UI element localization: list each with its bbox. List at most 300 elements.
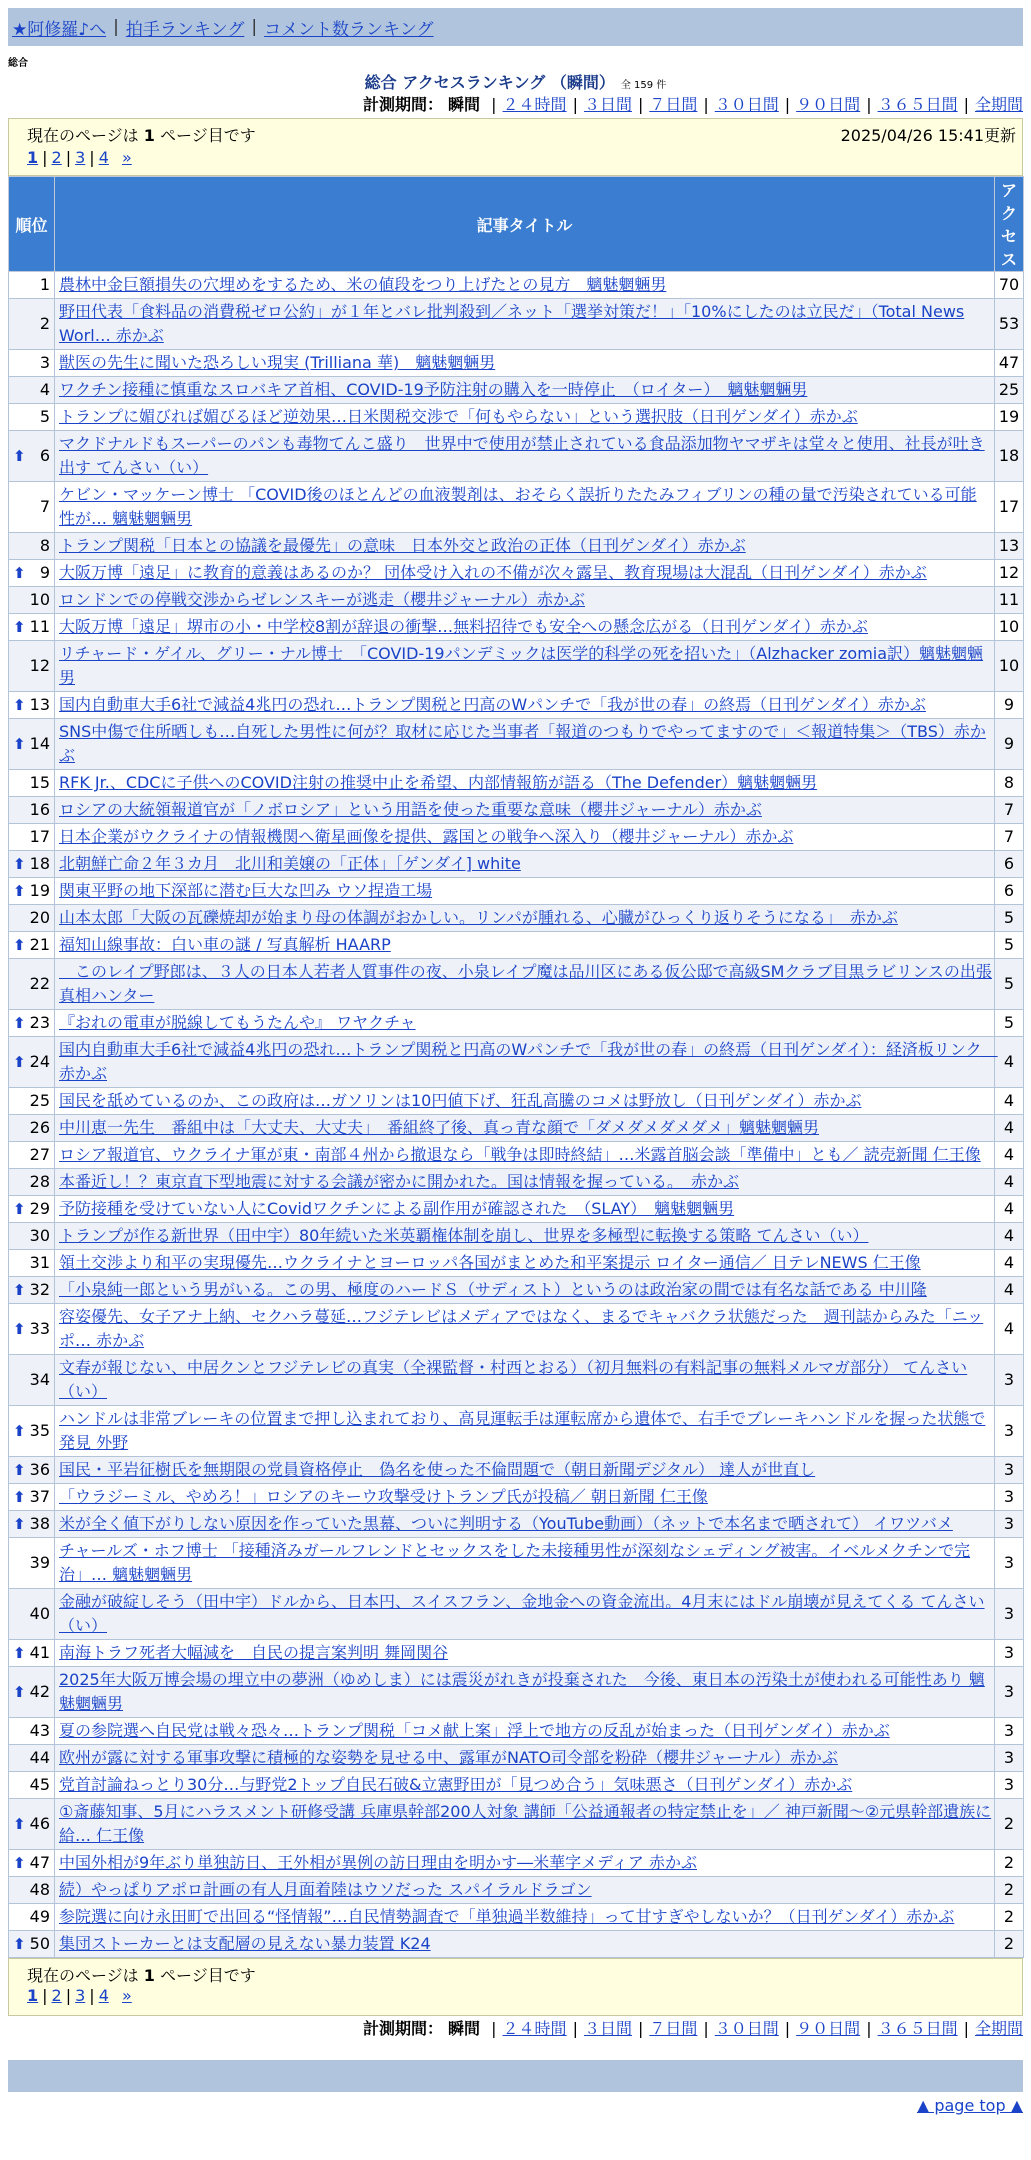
period-link[interactable]: ７日間 [649, 2019, 698, 2038]
table-row [9, 1355, 1024, 1406]
rank-number: 48 [29, 1880, 50, 1899]
article-link[interactable]: 2025年大阪万博会場の埋立中の夢洲（ゆめしま）には震災がれきが投棄された 今後、東日本の汚染土が使われる可能性あり 魑魅魍魎男 [59, 1670, 985, 1713]
rank-cell [9, 1304, 55, 1355]
table-row [9, 932, 1024, 959]
rank-number: 23 [29, 1013, 50, 1032]
table-row [9, 1799, 1024, 1850]
table-row [9, 1877, 1024, 1904]
table-row [9, 641, 1024, 692]
rank-up-arrow-icon: ⬆ [13, 1644, 26, 1662]
article-link[interactable]: 国民を舐めているのか、この政府は…ガソリンは10円値下げ、狂乱高騰のコメは野放し（日刊ゲンダイ）赤かぶ [59, 1091, 862, 1110]
rank-cell [9, 350, 55, 377]
rank-cell [9, 692, 55, 719]
separator: | [637, 95, 644, 114]
rank-number: 31 [29, 1253, 50, 1272]
table-row [9, 1010, 1024, 1037]
article-link[interactable]: ハンドルは非常ブレーキの位置まで押し込まれており、高見運転手は運転席から遺体で、右手でブレーキハンドルを握った状態で発見 外野 [59, 1409, 986, 1452]
title-cell [55, 1277, 995, 1304]
table-row [9, 587, 1024, 614]
rank-up-arrow-icon: ⬆ [13, 1281, 26, 1299]
separator: | [65, 1986, 72, 2005]
rank-number: 13 [29, 695, 50, 714]
title-cell [55, 1037, 998, 1088]
table-row [9, 1667, 1024, 1718]
title-cell [55, 1304, 995, 1355]
rank-number: 33 [29, 1319, 50, 1338]
access-count: 25 [995, 377, 1024, 404]
table-row [9, 1931, 1024, 1958]
title-cell [55, 770, 995, 797]
access-count: 4 [995, 1277, 1024, 1304]
access-count: 11 [995, 587, 1024, 614]
title-cell [55, 824, 995, 851]
title-cell [55, 878, 995, 905]
title-cell [55, 1718, 995, 1745]
table-row [9, 1718, 1024, 1745]
article-link[interactable]: 国内自動車大手6社で減益4兆円の恐れ…トランプ関税と円高のWパンチで「我が世の春」の終焉（日刊ゲンダイ）赤かぶ [59, 695, 926, 714]
table-row [9, 614, 1024, 641]
article-link[interactable]: 党首討論ねっとり30分…与野党2トップ自民石破&立憲野田が「見つめ合う」気味悪さ（日刊ゲンダイ）赤かぶ [59, 1775, 853, 1794]
rank-cell [9, 1223, 55, 1250]
access-count: 2 [995, 1799, 1024, 1850]
period-link[interactable]: ２４時間 [502, 2019, 567, 2038]
table-row [9, 1304, 1024, 1355]
separator: | [784, 2019, 791, 2038]
article-link[interactable]: 野田代表「食料品の消費税ゼロ公約」が１年とバレ批判殺到／ネット「選挙対策だ！」「10%にしたのは立民だ」（Total News Worl… 赤かぶ [59, 302, 965, 345]
article-link[interactable]: 文春が報じない、中居クンとフジテレビの真実（全裸監督・村西とおる）（初月無料の有料記事の無料メルマガ部分） てんさい（い） [59, 1358, 968, 1401]
table-row [9, 1850, 1024, 1877]
access-count: 3 [995, 1589, 1024, 1640]
article-link[interactable]: リチャード・ゲイル、グリー・ナル博士 「COVID-19パンデミックは医学的科学の死を招いた」（Alzhacker zomia訳）魑魅魍魎男 [59, 644, 984, 687]
col-rank-header: 順位 [9, 177, 55, 272]
article-link[interactable]: 獣医の先生に聞いた恐ろしい現実 (Trilliana 華) 魑魅魍魎男 [59, 353, 496, 372]
title-cell [55, 1355, 995, 1406]
article-link[interactable]: 山本太郎「大阪の瓦礫焼却が始まり母の体調がおかしい。リンパが腫れる、心臓がひっくり返りそうになる」 赤かぶ [59, 908, 898, 927]
rank-cell [9, 1589, 55, 1640]
period-current: 瞬間 [448, 2019, 481, 2038]
rank-cell [9, 1088, 55, 1115]
access-count: 4 [995, 1169, 1024, 1196]
title-cell [55, 350, 995, 377]
article-link[interactable]: トランプが作る新世界（田中宇）80年続いた米英覇権体制を崩し、世界を多極型に転換する策略 てんさい（い） [59, 1226, 869, 1245]
period-link[interactable]: ３６５日間 [877, 2019, 958, 2038]
access-count: 5 [995, 1010, 1024, 1037]
rank-cell [9, 1772, 55, 1799]
access-count: 9 [995, 692, 1024, 719]
title-cell [55, 1169, 995, 1196]
rank-number: 19 [29, 881, 50, 900]
rank-cell [9, 1484, 55, 1511]
title-cell [55, 1088, 995, 1115]
period-link[interactable]: 全期間 [974, 95, 1023, 114]
rank-number: 38 [29, 1514, 50, 1533]
article-link[interactable]: マクドナルドもスーパーのパンも毒物てんこ盛り 世界中で使用が禁止されている食品添加物ヤマザキは堂々と使用、社長が吐き出す てんさい（い） [59, 434, 985, 477]
table-row [9, 404, 1024, 431]
separator: | [572, 2019, 578, 2038]
article-link[interactable]: 福知山線事故：白い車の謎 / 写真解析 HAARP [59, 935, 391, 954]
rank-number: 2 [39, 314, 50, 333]
table-row [9, 1169, 1024, 1196]
comment-ranking-link[interactable]: コメント数ランキング [264, 19, 434, 40]
separator: | [784, 95, 791, 114]
rank-number: 26 [29, 1118, 50, 1137]
article-link[interactable]: 続）やっぱりアポロ計画の有人月面着陸はウソだった スパイラルドラゴン [59, 1880, 592, 1899]
col-access-header: アクセス [995, 177, 1024, 272]
article-link[interactable]: 容姿優先、女子アナ上納、セクハラ蔓延…フジテレビはメディアではなく、まるでキャバクラ状態だった 週刊誌からみた「ニッポ… 赤かぶ [59, 1307, 984, 1350]
rank-cell [9, 1010, 55, 1037]
rank-up-arrow-icon: ⬆ [13, 1488, 26, 1506]
article-link[interactable]: 本番近し！？東京直下型地震に対する会議が密かに開かれた。国は情報を握っている。 赤かぶ [59, 1172, 740, 1191]
article-link[interactable]: 国民・平岩征樹氏を無期限の党員資格停止 偽名を使った不倫問題で（朝日新聞デジタル） 達人が世直し [59, 1460, 816, 1479]
page-title-text: 総合 アクセスランキング （瞬間） [364, 73, 615, 92]
period-label: 計測期間： [362, 95, 443, 114]
access-count: 2 [995, 1877, 1024, 1904]
page-status-post: ページ目です [160, 1966, 256, 1985]
separator: | [637, 2019, 644, 2038]
rank-number: 17 [29, 827, 50, 846]
top-nav-bar [8, 8, 1023, 46]
table-row [9, 1484, 1024, 1511]
rank-up-arrow-icon: ⬆ [13, 564, 26, 582]
article-link[interactable]: 金融が破綻しそう（田中宇）ドルから、日本円、スイスフラン、金地金への資金流出。4月末にはドル崩壊が見えてくる てんさい（い） [59, 1592, 985, 1635]
period-link[interactable]: ３０日間 [714, 95, 779, 114]
rank-cell [9, 1115, 55, 1142]
access-count: 13 [995, 533, 1024, 560]
rank-number: 44 [29, 1748, 50, 1767]
page-title [0, 70, 1031, 92]
access-count: 4 [995, 1088, 1024, 1115]
next-page-link[interactable]: » [121, 148, 132, 167]
rank-number: 20 [29, 908, 50, 927]
article-link[interactable]: 大阪万博「遠足」に教育的意義はあるのか？ 団体受け入れの不備が次々露呈、教育現場は大混乱（日刊ゲンダイ）赤かぶ [59, 563, 927, 582]
rank-number: 7 [39, 497, 50, 516]
rank-up-arrow-icon: ⬆ [13, 618, 26, 636]
rank-cell [9, 1142, 55, 1169]
rank-number: 8 [39, 536, 50, 555]
rank-number: 32 [29, 1280, 50, 1299]
access-count: 9 [995, 719, 1024, 770]
period-link[interactable]: ３０日間 [714, 2019, 779, 2038]
rank-number: 42 [29, 1682, 50, 1701]
rank-cell [9, 377, 55, 404]
rank-up-arrow-icon: ⬆ [13, 696, 26, 714]
access-count: 4 [995, 1037, 1024, 1088]
rank-up-arrow-icon: ⬆ [13, 1854, 26, 1872]
rank-number: 10 [29, 590, 50, 609]
rank-cell [9, 959, 55, 1010]
col-title-header: 記事タイトル [55, 177, 995, 272]
title-cell [55, 1115, 995, 1142]
rank-cell [9, 1355, 55, 1406]
article-link[interactable]: ケビン・マッケーン博士 「COVID後のほとんどの血液製剤は、おそらく誤折りたたみフィブリンの種の量で汚染されている可能性が… 魑魅魍魎男 [59, 485, 977, 528]
article-link[interactable]: 中国外相が9年ぶり単独訪日、王外相が異例の訪日理由を明かす―米華字メディア 赤かぶ [59, 1853, 697, 1872]
table-row [9, 1250, 1024, 1277]
page-info-top [8, 118, 1023, 176]
rank-up-arrow-icon: ⬆ [13, 882, 26, 900]
rank-cell [9, 587, 55, 614]
table-row [9, 431, 1024, 482]
access-count: 4 [995, 1115, 1024, 1142]
rank-number: 47 [29, 1853, 50, 1872]
access-count: 18 [995, 431, 1024, 482]
period-selector [0, 92, 1031, 118]
article-link[interactable]: 領土交渉より和平の実現優先…ウクライナとヨーロッパ各国がまとめた和平案提示 ロイター通信／ 日テレNEWS 仁王像 [59, 1253, 921, 1272]
rank-number: 21 [29, 935, 50, 954]
separator: | [963, 2019, 969, 2038]
access-count: 2 [995, 1850, 1024, 1877]
rank-number: 5 [39, 407, 50, 426]
rank-cell [9, 1406, 55, 1457]
article-link[interactable]: 参院選に向け永田町で出回る“怪情報”…自民情勢調査で「単独過半数維持」って甘すぎやしないか？（日刊ゲンダイ）赤かぶ [59, 1907, 955, 1926]
rank-number: 15 [29, 773, 50, 792]
applause-ranking-link[interactable]: 拍手ランキング [125, 19, 245, 40]
title-cell [55, 1484, 995, 1511]
title-cell [55, 272, 995, 299]
access-count: 10 [995, 614, 1024, 641]
rank-number: 29 [29, 1199, 50, 1218]
article-link[interactable]: 中川恵一先生 番組中は「大丈夫、大丈夫」 番組終了後、真っ青な顔で「ダメダメダメダメ」魑魅魍魎男 [59, 1118, 820, 1137]
table-row [9, 1511, 1024, 1538]
rank-cell [9, 1196, 55, 1223]
article-link[interactable]: ロンドンでの停戦交渉からゼレンスキーが逃走（櫻井ジャーナル）赤かぶ [59, 590, 586, 609]
period-link[interactable]: ３日間 [583, 95, 632, 114]
page-status-num: 1 [143, 1966, 155, 1985]
title-cell [55, 905, 995, 932]
article-link[interactable]: 国内自動車大手6社で減益4兆円の恐れ…トランプ関税と円高のWパンチで「我が世の春」の終焉（日刊ゲンダイ）：経済板リンク 赤かぶ [59, 1040, 998, 1083]
rank-cell [9, 482, 55, 533]
title-cell [55, 1799, 995, 1850]
access-count: 12 [995, 560, 1024, 587]
article-link[interactable]: 「小泉純一郎という男がいる。この男、極度のハードＳ（サディスト）というのは政治家の間では有名な話である 中川隆 [59, 1280, 927, 1299]
access-count: 3 [995, 1718, 1024, 1745]
table-row [9, 770, 1024, 797]
page-link-4[interactable]: 4 [98, 148, 109, 167]
article-link[interactable]: 『おれの電車が脱線してもうたんや』 ワヤクチャ [59, 1013, 416, 1032]
article-link[interactable]: 米が全く値下がりしない原因を作っていた黒幕、ついに判明する（YouTube動画）（ネットで本名まで晒されて） イワツバメ [59, 1514, 953, 1533]
category-label: 総合 [8, 58, 28, 69]
article-link[interactable]: 集団ストーカーとは支配層の見えない暴力装置 K24 [59, 1934, 431, 1953]
rank-number: 11 [29, 617, 50, 636]
table-row [9, 1772, 1024, 1799]
rank-up-arrow-icon: ⬆ [13, 1683, 26, 1701]
access-count: 7 [995, 797, 1024, 824]
title-cell [55, 1745, 995, 1772]
rank-cell [9, 905, 55, 932]
period-link[interactable]: ９０日間 [796, 2019, 861, 2038]
access-count: 10 [995, 641, 1024, 692]
total-count: 全 159 件 [620, 80, 667, 91]
title-cell [55, 587, 995, 614]
rank-up-arrow-icon: ⬆ [13, 1200, 26, 1218]
title-cell [55, 377, 995, 404]
separator: | [963, 95, 969, 114]
access-count: 2 [995, 1904, 1024, 1931]
title-cell [55, 482, 995, 533]
article-link[interactable]: 日本企業がウクライナの情報機関へ衛星画像を提供、露国との戦争へ深入り（櫻井ジャーナル）赤かぶ [59, 827, 794, 846]
page-link-1[interactable]: 1 [27, 148, 39, 167]
rank-cell [9, 851, 55, 878]
title-cell [55, 1223, 995, 1250]
rank-cell [9, 1718, 55, 1745]
rank-cell [9, 770, 55, 797]
article-link[interactable]: 欧州が露に対する軍事攻撃に積極的な姿勢を見せる中、露軍がNATO司令部を粉砕（櫻井ジャーナル）赤かぶ [59, 1748, 838, 1767]
title-cell [55, 1196, 995, 1223]
rank-up-arrow-icon: ⬆ [13, 447, 26, 465]
table-row [9, 1538, 1024, 1589]
separator: | [65, 148, 72, 167]
page-link-3[interactable]: 3 [75, 148, 86, 167]
rank-cell [9, 878, 55, 905]
rank-number: 34 [29, 1370, 50, 1389]
title-cell [55, 959, 995, 1010]
separator: | [251, 17, 258, 37]
article-link[interactable]: チャールズ・ホフ博士 「接種済みガールフレンドとセックスをした未接種男性が深刻なシェディング被害。イベルメクチンで完治」… 魑魅魍魎男 [59, 1541, 971, 1584]
article-link[interactable]: SNS中傷で住所晒しも…自死した男性に何が？取材に応じた当事者「報道のつもりでやってますので」＜報道特集＞（TBS）赤かぶ [59, 722, 986, 765]
rank-number: 4 [39, 380, 50, 399]
rank-up-arrow-icon: ⬆ [13, 1935, 26, 1953]
footer-bar [8, 2060, 1023, 2092]
next-page-link[interactable]: » [121, 1986, 132, 2005]
period-selector-bottom [0, 2016, 1031, 2042]
rank-cell [9, 1640, 55, 1667]
article-link[interactable]: 南海トラフ死者大幅減を 自民の提言案判明 舞岡関谷 [59, 1643, 449, 1662]
title-cell [55, 299, 995, 350]
rank-cell [9, 533, 55, 560]
home-link[interactable]: ★阿修羅♪へ [12, 19, 107, 40]
page-link-4[interactable]: 4 [98, 1986, 109, 2005]
rank-number: 24 [29, 1052, 50, 1071]
article-link[interactable]: トランプ関税「日本との協議を最優先」の意味 日本外交と政治の正体（日刊ゲンダイ）赤かぶ [59, 536, 746, 555]
separator: | [866, 2019, 872, 2038]
ranking-table [8, 176, 1024, 1958]
article-link[interactable]: トランプに媚びれば媚びるほど逆効果…日米関税交渉で「何もやらない」という選択肢（日刊ゲンダイ）赤かぶ [59, 407, 858, 426]
access-count: 6 [995, 851, 1024, 878]
table-row [9, 482, 1024, 533]
period-link[interactable]: ７日間 [649, 95, 698, 114]
page-link-3[interactable]: 3 [75, 1986, 86, 2005]
article-link[interactable]: ①斎藤知事、5月にハラスメント研修受講 兵庫県幹部200人対象 講師「公益通報者の特定禁止を」／ 神戸新聞～②元県幹部遺族に給… 仁王像 [59, 1802, 992, 1845]
access-count: 6 [995, 878, 1024, 905]
page-link-2[interactable]: 2 [51, 148, 62, 167]
period-link[interactable]: ２４時間 [502, 95, 567, 114]
access-count: 3 [995, 1406, 1024, 1457]
rank-number: 14 [29, 734, 50, 753]
separator: | [703, 95, 709, 114]
rank-cell [9, 1277, 55, 1304]
rank-number: 1 [39, 275, 50, 294]
rank-number: 36 [29, 1460, 50, 1479]
separator: | [703, 2019, 709, 2038]
period-link[interactable]: ９０日間 [796, 95, 861, 114]
access-count: 7 [995, 824, 1024, 851]
separator [113, 1986, 118, 2005]
access-count: 70 [995, 272, 1024, 299]
rank-cell [9, 1169, 55, 1196]
article-link[interactable]: ロシア報道官、ウクライナ軍が東・南部４州から撤退なら「戦争は即時終結」…米露首脳会談「準備中」とも／ 読売新聞 仁王像 [59, 1145, 981, 1164]
article-link[interactable]: 大阪万博「遠足」堺市の小・中学校8割が辞退の衝撃…無料招待でも安全への懸念広がる（日刊ゲンダイ）赤かぶ [59, 617, 868, 636]
rank-number: 25 [29, 1091, 50, 1110]
table-row [9, 824, 1024, 851]
separator: | [42, 1986, 48, 2005]
title-cell [55, 1010, 995, 1037]
table-row [9, 905, 1024, 932]
title-cell [55, 404, 995, 431]
article-link[interactable]: RFK Jr.、CDCに子供へのCOVID注射の推奨中止を希望、内部情報筋が語る（The Defender）魑魅魍魎男 [59, 773, 818, 792]
article-link[interactable]: 予防接種を受けていない人にCovidワクチンによる副作用が確認された （SLAY） 魑魅魍魎男 [59, 1199, 735, 1218]
period-label: 計測期間： [362, 2019, 443, 2038]
access-count: 19 [995, 404, 1024, 431]
rank-cell [9, 1745, 55, 1772]
table-row [9, 1745, 1024, 1772]
page-link-1[interactable]: 1 [27, 1986, 39, 2005]
title-cell [55, 533, 995, 560]
rank-cell [9, 1667, 55, 1718]
rank-number: 43 [29, 1721, 50, 1740]
article-link[interactable]: 北朝鮮亡命２年３カ月 北川和美嬢の「正体」［ゲンダイ] white [59, 854, 521, 873]
title-cell [55, 1250, 995, 1277]
page-top-link[interactable]: ▲ page top ▲ [916, 2096, 1023, 2115]
article-link[interactable]: 関東平野の地下深部に潜む巨大な凹み ウソ捏造工場 [59, 881, 433, 900]
article-link[interactable]: このレイプ野郎は、３人の日本人若者人質事件の夜、小泉レイプ魔は品川区にある仮公邸で高級SMクラブ目黒ラビリンスの出張 真相ハンター [59, 962, 992, 1005]
period-link[interactable]: 全期間 [974, 2019, 1023, 2038]
pagination [27, 1986, 1016, 2005]
access-count: 53 [995, 299, 1024, 350]
article-link[interactable]: 「ウラジーミル、やめろ！」ロシアのキーウ攻撃受けトランプ氏が投稿／ 朝日新聞 仁王像 [59, 1487, 708, 1506]
article-link[interactable]: 農林中金巨額損失の穴埋めをするため、米の値段をつり上げたとの見方 魑魅魍魎男 [59, 275, 667, 294]
page-link-2[interactable]: 2 [51, 1986, 62, 2005]
rank-cell [9, 1850, 55, 1877]
rank-number: 18 [29, 854, 50, 873]
page-status-pre: 現在のページは [27, 126, 139, 145]
title-cell [55, 1589, 995, 1640]
title-cell [55, 560, 995, 587]
title-cell [55, 1772, 995, 1799]
rank-cell [9, 1799, 55, 1850]
access-count: 4 [995, 1250, 1024, 1277]
access-count: 4 [995, 1196, 1024, 1223]
article-link[interactable]: ワクチン接種に慎重なスロバキア首相、COVID-19予防注射の購入を一時停止 （ロイター） 魑魅魍魎男 [59, 380, 808, 399]
access-count: 3 [995, 1484, 1024, 1511]
period-link[interactable]: ３日間 [583, 2019, 632, 2038]
table-row [9, 560, 1024, 587]
rank-cell [9, 1904, 55, 1931]
table-row [9, 1115, 1024, 1142]
rank-number: 37 [29, 1487, 50, 1506]
article-link[interactable]: ロシアの大統領報道官が「ノボロシア」という用語を使った重要な意味（櫻井ジャーナル）赤かぶ [59, 800, 762, 819]
rank-up-arrow-icon: ⬆ [13, 1053, 26, 1071]
rank-cell [9, 1511, 55, 1538]
table-row [9, 1589, 1024, 1640]
article-link[interactable]: 夏の参院選へ自民党は戦々恐々…トランプ関税「コメ献上案」浮上で地方の反乱が始まった（日刊ゲンダイ）赤かぶ [59, 1721, 890, 1740]
period-link[interactable]: ３６５日間 [877, 95, 958, 114]
rank-number: 30 [29, 1226, 50, 1245]
access-count: 4 [995, 1142, 1024, 1169]
rank-up-arrow-icon: ⬆ [13, 936, 26, 954]
table-row [9, 851, 1024, 878]
table-row [9, 797, 1024, 824]
separator: | [866, 95, 872, 114]
rank-up-arrow-icon: ⬆ [13, 1461, 26, 1479]
separator: | [89, 148, 95, 167]
rank-up-arrow-icon: ⬆ [13, 1815, 26, 1833]
separator: | [113, 17, 119, 37]
rank-up-arrow-icon: ⬆ [13, 1014, 26, 1032]
page-status-post: ページ目です [160, 126, 256, 145]
title-cell [55, 692, 995, 719]
title-cell [55, 1877, 995, 1904]
rank-number: 16 [29, 800, 50, 819]
access-count: 3 [995, 1667, 1024, 1718]
